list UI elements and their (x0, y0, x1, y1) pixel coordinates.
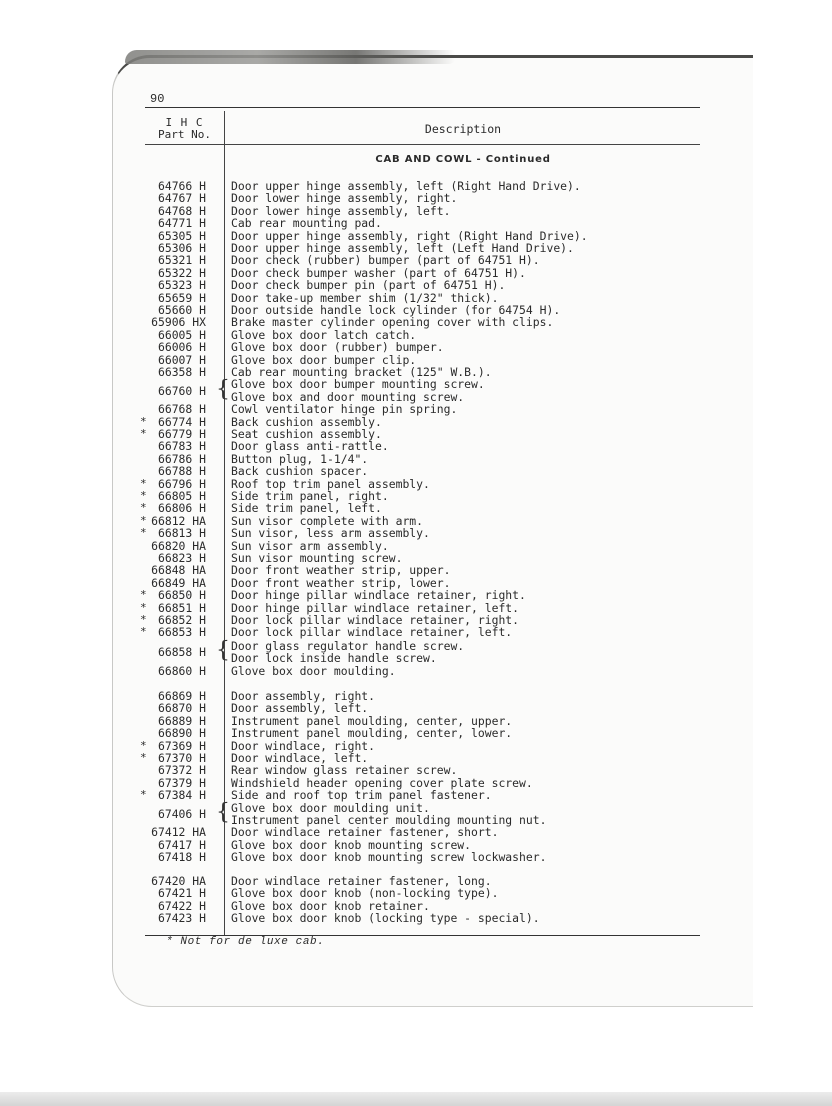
part-number: 66768 H (157, 402, 206, 417)
part-number: 66870 H (157, 701, 206, 716)
part-number: 65323 H (157, 278, 206, 293)
header-bottom-rule (145, 144, 700, 145)
part-number: 67418 H (157, 850, 206, 865)
grouping-brace: { (216, 376, 230, 402)
part-description: Sun visor arm assembly. (231, 538, 389, 553)
part-description: Door check (rubber) bumper (part of 64751 H). (231, 253, 540, 268)
part-description: Door check bumper washer (part of 64751 H). (231, 265, 526, 280)
part-description: Cab rear mounting bracket (125" W.B.). (231, 365, 492, 379)
part-number: 66779 H (157, 427, 206, 441)
part-number: 66858 H (157, 645, 206, 660)
part-number: 66853 H (157, 625, 206, 640)
header-ihc: I H C (165, 116, 204, 129)
part-description: Door check bumper pin (part of 64751 H). (231, 278, 506, 293)
part-number: 67422 H (157, 898, 206, 913)
list-item (0, 527, 832, 539)
part-description: Door windlace retainer fastener, short. (231, 825, 499, 840)
list-item (0, 540, 832, 552)
part-number: 66860 H (157, 663, 206, 678)
part-number: 65306 H (157, 241, 206, 255)
list-item (0, 254, 832, 266)
part-number: 66786 H (157, 451, 206, 466)
not-deluxe-marker: * (140, 625, 147, 639)
part-description: Glove box and door mounting screw. (231, 389, 465, 404)
part-description: Instrument panel moulding, center, lower. (231, 726, 513, 741)
part-description: Brake master cylinder opening cover with clips. (231, 315, 554, 330)
list-item (0, 826, 832, 838)
not-deluxe-marker: * (140, 427, 147, 440)
list-item (0, 217, 832, 229)
list-item (0, 764, 832, 776)
part-description: Glove box door moulding. (231, 663, 396, 678)
part-number: 67372 H (157, 763, 206, 778)
part-number: 64768 H (157, 203, 206, 218)
part-description: Windshield header opening cover plate screw. (231, 775, 533, 790)
not-deluxe-marker: * (140, 613, 147, 626)
part-description: Instrument panel center moulding mounting nut. (231, 813, 547, 827)
part-description: Sun visor, less arm assembly. (231, 526, 430, 541)
part-number: 66848 HA (151, 563, 206, 578)
not-deluxe-marker: * (140, 588, 147, 602)
part-number: 64766 H (157, 179, 206, 193)
list-item (0, 192, 832, 204)
part-number: 67379 H (157, 775, 206, 790)
list-item (0, 453, 832, 465)
part-description: Glove box door bumper mounting screw. (231, 377, 485, 392)
part-description: Glove box door knob retainer. (231, 898, 430, 913)
part-number: 66007 H (157, 352, 206, 367)
part-description: Door upper hinge assembly, right (Right Hand Drive). (231, 228, 588, 243)
part-description: Glove box door moulding unit. (231, 800, 430, 815)
part-description: Door upper hinge assembly, left (Left Hand Drive). (231, 241, 574, 255)
part-number: 67412 HA (151, 825, 206, 840)
part-description: Sun visor complete with arm. (231, 513, 424, 528)
part-description: Glove box door bumper clip. (231, 352, 417, 367)
part-number: 66796 H (157, 476, 206, 491)
part-number: 66805 H (157, 489, 206, 503)
part-description: Back cushion spacer. (231, 464, 369, 479)
grouping-brace: { (216, 638, 230, 664)
list-item (0, 589, 832, 601)
footnote: * Not for de luxe cab. (166, 936, 325, 948)
list-item (0, 702, 832, 714)
part-number: 66006 H (157, 340, 206, 355)
part-description: Door hinge pillar windlace retainer, left. (231, 600, 520, 615)
part-number: 66823 H (157, 551, 206, 565)
part-description: Cab rear mounting pad. (231, 216, 382, 231)
part-number: 65305 H (157, 228, 206, 243)
part-description: Back cushion assembly. (231, 414, 382, 429)
part-number: 67406 H (157, 806, 206, 821)
part-number: 66005 H (157, 327, 206, 342)
part-description: Door lower hinge assembly, left. (231, 203, 451, 218)
list-item (0, 740, 832, 752)
part-number: 66869 H (157, 689, 206, 703)
part-number: 66820 HA (151, 538, 206, 553)
part-description: Door upper hinge assembly, left (Right Hand Drive). (231, 179, 581, 193)
part-description: Glove box door knob mounting screw. (231, 837, 472, 852)
part-description: Sun visor mounting screw. (231, 551, 403, 565)
part-number: 67370 H (157, 751, 206, 765)
part-description: Door hinge pillar windlace retainer, right. (231, 588, 526, 603)
not-deluxe-marker: * (140, 476, 147, 490)
part-number: 65321 H (157, 253, 206, 268)
part-number: 67420 HA (151, 874, 206, 888)
part-number: 66812 HA (151, 513, 206, 528)
list-item (0, 279, 832, 291)
part-description: Door glass anti-rattle. (231, 439, 389, 454)
part-description: Door lock pillar windlace retainer, right. (231, 613, 520, 627)
part-description: Door take-up member shim (1/32" thick). (231, 290, 499, 305)
part-description: Instrument panel moulding, center, upper. (231, 713, 513, 728)
part-number: 67417 H (157, 837, 206, 852)
list-item (0, 912, 832, 924)
part-number: 67384 H (157, 788, 206, 803)
part-number: 66806 H (157, 501, 206, 516)
part-description: Door front weather strip, lower. (231, 575, 451, 590)
list-item (0, 727, 832, 739)
part-description: Side and roof top trim panel fastener. (231, 788, 492, 803)
list-item (0, 665, 832, 677)
part-number: 66813 H (157, 526, 206, 541)
part-number: 65659 H (157, 290, 206, 305)
part-number: 66890 H (157, 726, 206, 741)
part-number: 67369 H (157, 738, 206, 753)
list-item (0, 490, 832, 502)
part-description: Door lock pillar windlace retainer, left. (231, 625, 513, 640)
part-number: 65660 H (157, 303, 206, 317)
list-item (0, 789, 832, 801)
part-description: Roof top trim panel assembly. (231, 476, 430, 491)
part-number: 66851 H (157, 600, 206, 615)
part-description: Side trim panel, left. (231, 501, 382, 516)
header-description: Description (424, 122, 502, 136)
not-deluxe-marker: * (140, 738, 147, 752)
list-item (0, 887, 832, 899)
grouping-brace: { (216, 799, 230, 825)
part-description: Button plug, 1-1/4". (231, 451, 369, 466)
not-deluxe-marker: * (140, 751, 147, 764)
part-description: Door assembly, left. (231, 701, 369, 716)
part-number: 66774 H (157, 414, 206, 429)
section-title: CAB AND COWL - Continued (375, 154, 551, 165)
part-description: Door front weather strip, upper. (231, 563, 451, 578)
list-item (0, 502, 832, 514)
part-number: 65906 HX (151, 315, 206, 330)
part-description: Glove box door knob mounting screw lockwasher. (231, 850, 547, 865)
list-item (0, 205, 832, 217)
part-description: Door windlace, left. (231, 751, 369, 765)
list-item (0, 465, 832, 477)
list-item (0, 690, 832, 702)
not-deluxe-marker: * (140, 414, 147, 428)
part-description: Glove box door (rubber) bumper. (231, 340, 444, 355)
part-number: 64771 H (157, 216, 206, 231)
part-number: 67423 H (157, 911, 206, 926)
part-number: 66783 H (157, 439, 206, 454)
not-deluxe-marker: * (140, 600, 147, 614)
part-description: Side trim panel, right. (231, 489, 389, 503)
not-deluxe-marker: * (140, 513, 147, 527)
list-item (0, 626, 832, 638)
list-item (0, 316, 832, 328)
header-top-rule (145, 107, 700, 108)
part-description: Glove box door knob (non-locking type). (231, 886, 499, 901)
not-deluxe-marker: * (140, 526, 147, 540)
part-number: 64767 H (157, 191, 206, 206)
part-description: Rear window glass retainer screw. (231, 763, 458, 778)
part-number: 66849 HA (151, 575, 206, 590)
not-deluxe-marker: * (140, 788, 147, 802)
part-number: 66358 H (157, 365, 206, 379)
list-item (0, 416, 832, 428)
page-number: 90 (150, 92, 165, 106)
not-deluxe-marker: * (140, 501, 147, 515)
part-number: 65322 H (157, 265, 206, 280)
part-description: Door windlace retainer fastener, long. (231, 874, 492, 888)
list-item (0, 478, 832, 490)
part-number: 66760 H (157, 383, 206, 398)
page-scuff (125, 50, 455, 64)
list-item (0, 428, 832, 440)
list-item (0, 440, 832, 452)
part-description: Glove box door knob (locking type - special). (231, 911, 540, 926)
list-item (0, 564, 832, 576)
part-description: Glove box door latch catch. (231, 327, 417, 342)
list-item (0, 403, 832, 415)
part-number: 66850 H (157, 588, 206, 603)
list-item (0, 851, 832, 863)
part-number: 67421 H (157, 886, 206, 901)
part-description: Door windlace, right. (231, 738, 376, 753)
scanner-edge (0, 1092, 832, 1106)
part-description: Door glass regulator handle screw. (231, 639, 465, 653)
part-number: 66889 H (157, 713, 206, 728)
list-item (0, 341, 832, 353)
part-description: Door lock inside handle screw. (231, 651, 437, 666)
part-description: Seat cushion assembly. (231, 427, 382, 441)
part-description: Door lower hinge assembly, right. (231, 191, 458, 206)
not-deluxe-marker: * (140, 489, 147, 502)
part-number: 66852 H (157, 613, 206, 627)
part-number: 66788 H (157, 464, 206, 479)
part-description: Door outside handle lock cylinder (for 64754 H). (231, 303, 561, 317)
part-description: Cowl ventilator hinge pin spring. (231, 402, 458, 417)
part-description: Door assembly, right. (231, 689, 376, 703)
header-part-no: Part No. (158, 128, 211, 141)
